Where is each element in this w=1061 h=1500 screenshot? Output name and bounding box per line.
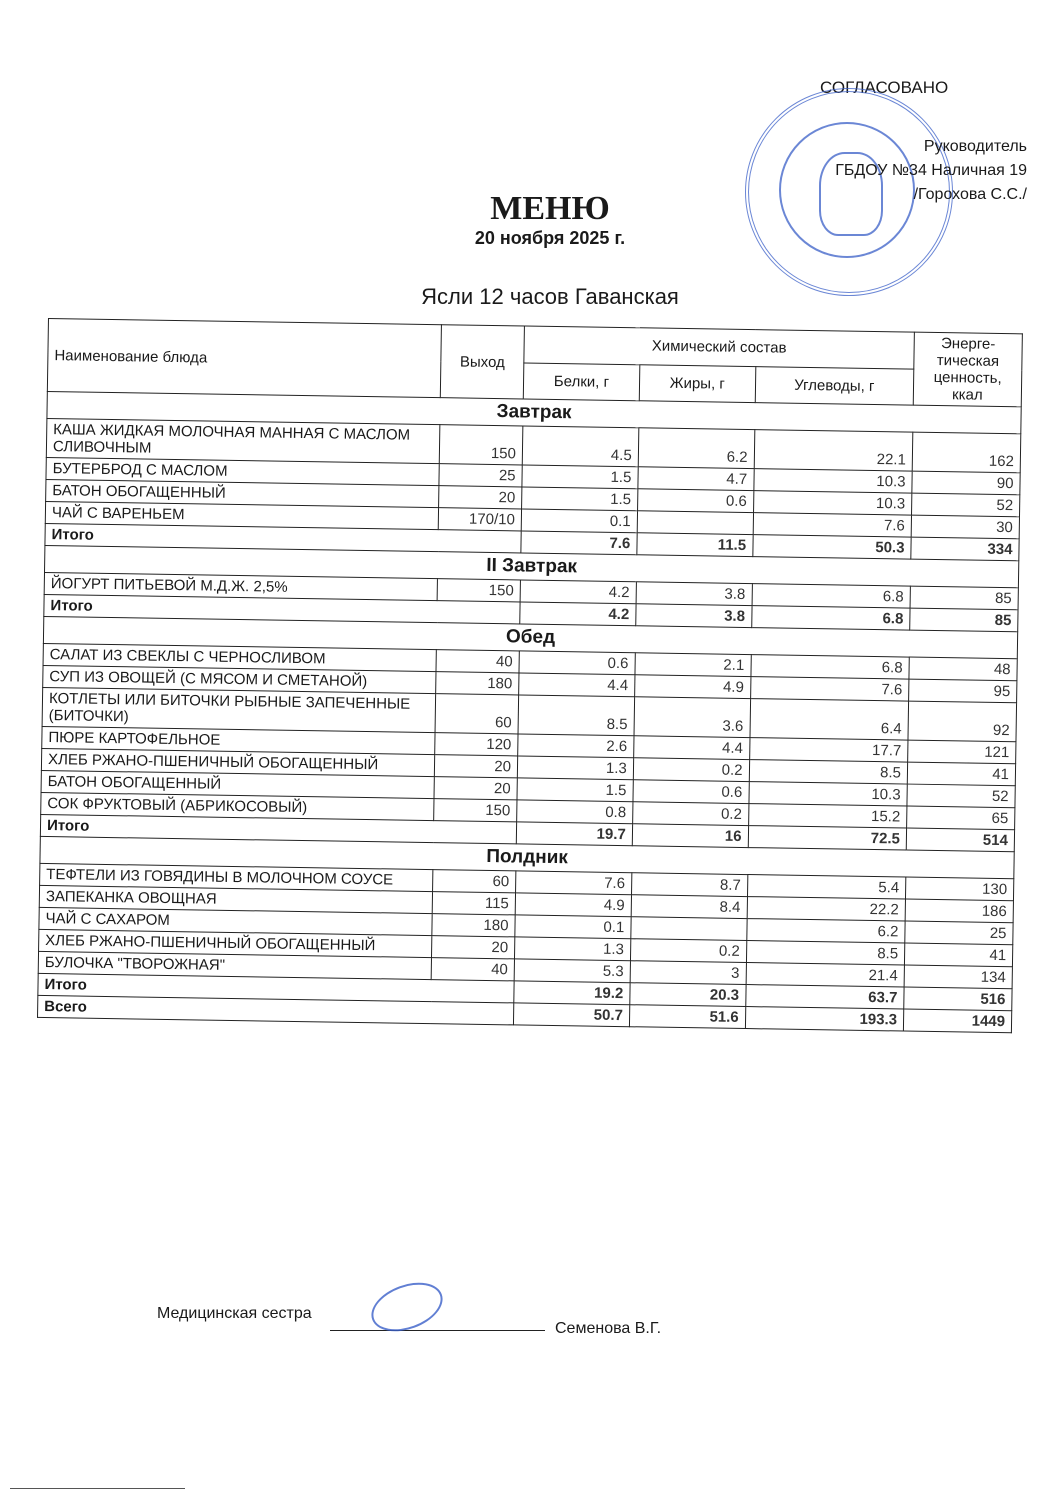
- dish-fat: 4.9: [634, 675, 750, 699]
- dish-carbs: 15.2: [748, 804, 907, 828]
- col-carbs: Углеводы, г: [755, 366, 914, 405]
- dish-carbs: 6.2: [746, 919, 905, 943]
- dish-fat: 4.7: [638, 467, 754, 491]
- dish-name: ЙОГУРТ ПИТЬЕВОЙ М.Д.Ж. 2,5%: [44, 572, 437, 600]
- dish-protein: 1.3: [517, 756, 633, 780]
- dish-carbs: 7.6: [750, 677, 909, 701]
- dish-carbs: 21.4: [746, 963, 905, 987]
- dish-output: 120: [435, 733, 518, 756]
- section-title: Полдник: [40, 836, 1014, 878]
- dish-name: ПЮРЕ КАРТОФЕЛЬНОЕ: [42, 726, 435, 754]
- dish-protein: 7.6: [516, 871, 632, 895]
- dish-energy: 130: [905, 877, 1013, 901]
- dish-energy: 41: [904, 943, 1012, 967]
- dish-name: ЧАЙ С САХАРОМ: [39, 907, 432, 935]
- dish-protein: 0.6: [519, 651, 635, 675]
- dish-energy: 65: [907, 806, 1015, 830]
- dish-output: 25: [439, 464, 522, 487]
- dish-output: 60: [433, 870, 516, 893]
- grand-c: 193.3: [745, 1007, 904, 1031]
- dish-name: ЗАПЕКАНКА ОВОЩНАЯ: [39, 885, 432, 913]
- dish-fat: 0.6: [633, 780, 749, 804]
- approval-name: /Горохова С.С./: [913, 186, 1027, 203]
- dish-output: 40: [436, 650, 519, 673]
- dish-name: ХЛЕБ РЖАНО-ПШЕНИЧНЫЙ ОБОГАЩЕННЫЙ: [41, 748, 434, 776]
- approval-role: Руководитель: [923, 138, 1027, 155]
- signature-line: [330, 1330, 545, 1331]
- dish-energy: 186: [905, 899, 1013, 923]
- dish-name: САЛАТ ИЗ СВЕКЛЫ С ЧЕРНОСЛИВОМ: [43, 643, 436, 671]
- dish-name: БАТОН ОБОГАЩЕННЫЙ: [46, 479, 439, 507]
- dish-output: 180: [432, 914, 515, 937]
- menu-table: [37, 318, 1023, 1033]
- dish-carbs: 5.4: [747, 875, 906, 899]
- total-label: Итого: [45, 523, 521, 552]
- dish-carbs: 22.2: [747, 897, 906, 921]
- total-label: Итого: [40, 814, 516, 843]
- dish-fat: 8.4: [631, 895, 747, 919]
- divider: [10, 1488, 185, 1489]
- dish-fat: 8.7: [631, 873, 747, 897]
- dish-protein: 0.1: [521, 509, 637, 533]
- dish-fat: 2.1: [635, 653, 751, 677]
- dish-energy: 52: [907, 784, 1015, 808]
- col-chem: Химический состав: [524, 326, 915, 369]
- dish-protein: 1.5: [522, 487, 638, 511]
- dish-protein: 1.5: [522, 465, 638, 489]
- total-label: Итого: [44, 594, 520, 623]
- total-e: 516: [904, 987, 1012, 1011]
- dish-name: ТЕФТЕЛИ ИЗ ГОВЯДИНЫ В МОЛОЧНОМ СОУСЕ: [40, 863, 433, 891]
- dish-energy: 90: [912, 471, 1020, 495]
- total-f: 11.5: [637, 533, 753, 557]
- dish-name: ХЛЕБ РЖАНО-ПШЕНИЧНЫЙ ОБОГАЩЕННЫЙ: [39, 929, 432, 957]
- total-p: 7.6: [521, 531, 637, 555]
- col-protein: Белки, г: [523, 362, 639, 400]
- total-e: 334: [911, 537, 1019, 561]
- dish-fat: 0.2: [632, 802, 748, 826]
- dish-energy: 134: [904, 965, 1012, 989]
- page-title: МЕНЮ: [490, 190, 610, 227]
- dish-fat: [637, 511, 753, 535]
- dish-output: 20: [434, 755, 517, 778]
- dish-energy: 85: [910, 586, 1018, 610]
- dish-fat: 6.2: [638, 428, 754, 469]
- total-f: 3.8: [636, 604, 752, 628]
- dish-carbs: 8.5: [746, 941, 905, 965]
- dish-energy: 162: [912, 432, 1021, 473]
- dish-name: БАТОН ОБОГАЩЕННЫЙ: [41, 770, 434, 798]
- total-p: 19.7: [516, 822, 632, 846]
- dish-energy: 52: [912, 493, 1020, 517]
- col-name: Наименование блюда: [47, 319, 441, 398]
- dish-protein: 4.9: [515, 893, 631, 917]
- dish-protein: 4.5: [522, 426, 638, 467]
- total-p: 4.2: [520, 602, 636, 626]
- nurse-name: Семенова В.Г.: [555, 1320, 662, 1337]
- dish-protein: 0.8: [517, 800, 633, 824]
- dish-carbs: 10.3: [753, 469, 912, 493]
- dish-energy: 30: [911, 515, 1019, 539]
- total-f: 16: [632, 824, 748, 848]
- menu-group: Ясли 12 часов Гаванская: [421, 284, 679, 309]
- dish-output: 150: [439, 425, 523, 465]
- dish-carbs: 22.1: [754, 430, 913, 471]
- menu-date: 20 ноября 2025 г.: [474, 228, 626, 248]
- dish-output: 20: [432, 936, 515, 959]
- dish-energy: 41: [907, 762, 1015, 786]
- dish-carbs: 10.3: [749, 782, 908, 806]
- dish-output: 20: [434, 777, 517, 800]
- dish-protein: 1.3: [514, 937, 630, 961]
- dish-protein: 4.2: [520, 580, 636, 604]
- dish-protein: 8.5: [518, 695, 634, 736]
- section-title: II Завтрак: [45, 545, 1019, 587]
- col-output: Выход: [440, 325, 524, 399]
- section-title: Обед: [43, 616, 1017, 658]
- dish-output: 20: [439, 486, 522, 509]
- dish-name: СУП ИЗ ОВОЩЕЙ (С МЯСОМ И СМЕТАНОЙ): [43, 665, 436, 693]
- grand-p: 50.7: [513, 1003, 629, 1027]
- dish-carbs: 6.8: [752, 584, 911, 608]
- dish-output: 150: [434, 799, 517, 822]
- dish-output: 170/10: [438, 508, 521, 531]
- dish-output: 180: [436, 672, 519, 695]
- dish-protein: 0.1: [515, 915, 631, 939]
- dish-fat: 0.2: [633, 758, 749, 782]
- dish-name: СОК ФРУКТОВЫЙ (АБРИКОСОВЫЙ): [41, 792, 434, 820]
- dish-carbs: 7.6: [753, 513, 912, 537]
- dish-name: БУТЕРБРОД С МАСЛОМ: [46, 457, 439, 485]
- grand-f: 51.6: [629, 1005, 745, 1029]
- dish-energy: 92: [908, 701, 1017, 742]
- dish-fat: 3: [630, 961, 746, 985]
- total-c: 72.5: [748, 826, 907, 850]
- grand-e: 1449: [903, 1009, 1011, 1033]
- dish-protein: 1.5: [517, 778, 633, 802]
- section-title: Завтрак: [47, 391, 1021, 433]
- total-e: 85: [910, 608, 1018, 632]
- dish-name: КОТЛЕТЫ ИЛИ БИТОЧКИ РЫБНЫЕ ЗАПЕЧЕННЫЕ (БИТОЧКИ): [42, 687, 436, 732]
- col-energy: Энерге-тическая ценность, ккал: [913, 332, 1022, 407]
- dish-energy: 48: [909, 657, 1017, 681]
- col-fat: Жиры, г: [639, 364, 755, 402]
- grand-label: Всего: [38, 995, 514, 1024]
- dish-output: 60: [435, 694, 519, 734]
- dish-name: БУЛОЧКА "ТВОРОЖНАЯ": [38, 951, 431, 979]
- dish-fat: 3.8: [636, 582, 752, 606]
- total-c: 50.3: [752, 535, 911, 559]
- dish-fat: 0.6: [637, 489, 753, 513]
- total-label: Итого: [38, 973, 514, 1002]
- total-p: 19.2: [514, 981, 630, 1005]
- dish-protein: 5.3: [514, 959, 630, 983]
- dish-energy: 25: [905, 921, 1013, 945]
- approval-label: СОГЛАСОВАНО: [820, 78, 949, 97]
- approval-block: [815, 135, 1027, 207]
- dish-output: 40: [431, 958, 514, 981]
- dish-name: ЧАЙ С ВАРЕНЬЕМ: [45, 501, 438, 529]
- dish-fat: 4.4: [633, 736, 749, 760]
- dish-fat: 0.2: [630, 939, 746, 963]
- nurse-role: Медицинская сестра: [157, 1305, 312, 1322]
- dish-carbs: 6.8: [751, 655, 910, 679]
- dish-carbs: 6.4: [750, 699, 909, 740]
- total-c: 63.7: [745, 985, 904, 1009]
- total-e: 514: [906, 828, 1014, 852]
- total-c: 6.8: [751, 606, 910, 630]
- dish-carbs: 17.7: [749, 738, 908, 762]
- dish-protein: 4.4: [519, 673, 635, 697]
- dish-energy: 95: [909, 679, 1017, 703]
- dish-name: КАША ЖИДКАЯ МОЛОЧНАЯ МАННАЯ С МАСЛОМ СЛИВОЧНЫМ: [46, 418, 440, 463]
- dish-carbs: 10.3: [753, 491, 912, 515]
- dish-carbs: 8.5: [749, 760, 908, 784]
- dish-fat: 3.6: [634, 697, 750, 738]
- dish-protein: 2.6: [518, 734, 634, 758]
- total-f: 20.3: [630, 983, 746, 1007]
- dish-fat: [631, 917, 747, 941]
- dish-energy: 121: [908, 740, 1016, 764]
- dish-output: 150: [437, 579, 520, 602]
- dish-output: 115: [432, 892, 515, 915]
- approval-org: ГБДОУ №34 Наличная 19: [835, 162, 1027, 179]
